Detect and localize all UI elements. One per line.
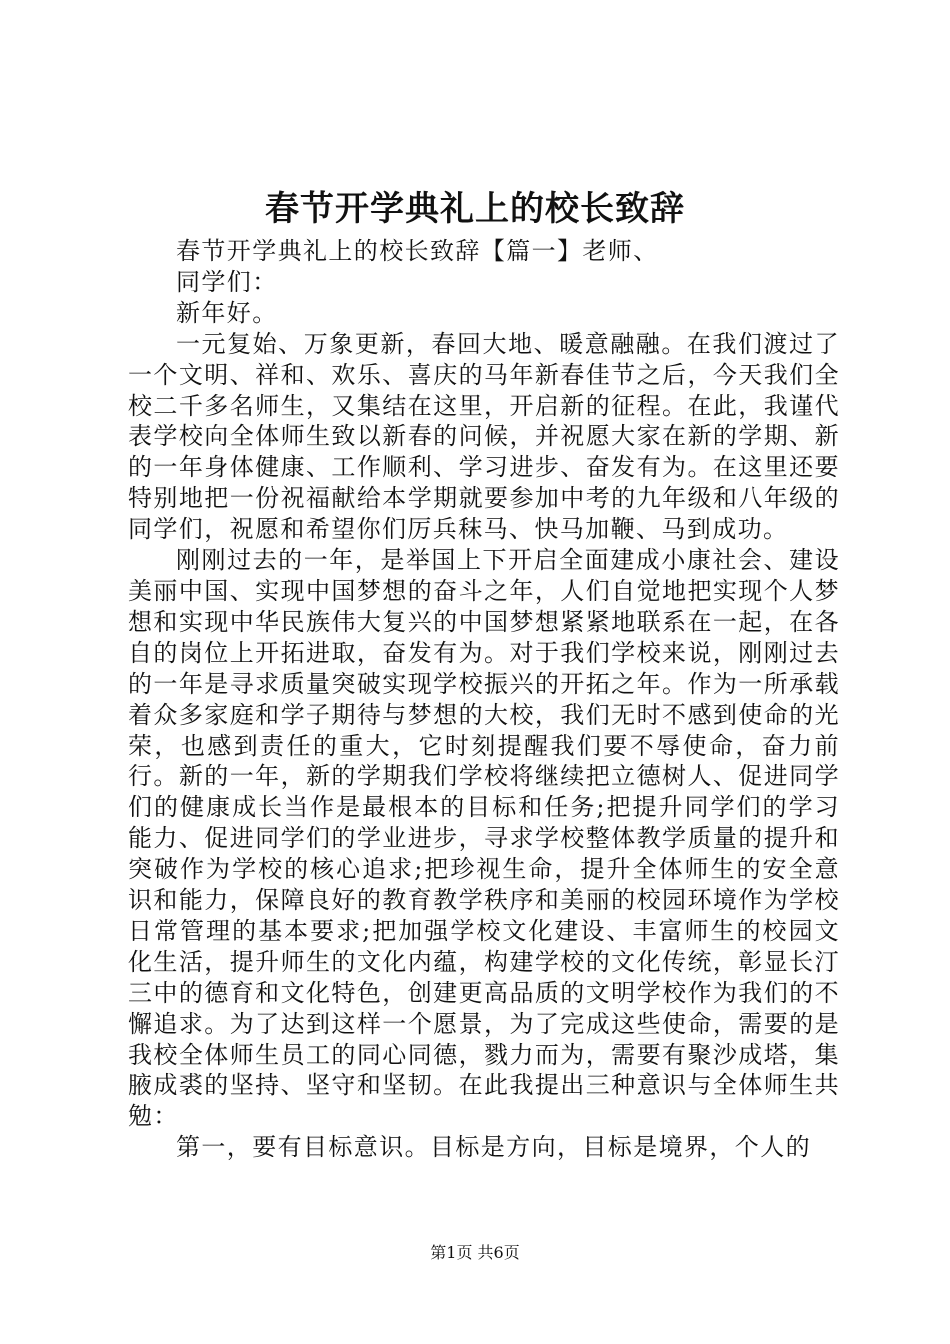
document-body bbox=[128, 236, 840, 1163]
paragraph-opening: 一元复始、万象更新，春回大地、暖意融融。在我们渡过了一个文明、祥和、欢乐、喜庆的马年新春佳节之后，今天我们全校二千多名师生，又集结在这里，开启新的征程。在此，我谨代表学校向全体师生致以新春的问候，并祝愿大家在新的学期、新的一年身体健康、工作顺利、学习进步、奋发有为。在这里还要特别地把一份祝福献给本学期就要参加中考的九年级和八年级的同学们，祝愿和希望你们厉兵秣马、快马加鞭、马到成功。 bbox=[128, 329, 840, 544]
document-title: 春节开学典礼上的校长致辞 bbox=[265, 189, 685, 229]
page-number-footer: 第1页 共6页 bbox=[430, 1243, 520, 1262]
paragraph-new-year: 新年好。 bbox=[176, 298, 278, 327]
paragraph-greeting-line-1: 春节开学典礼上的校长致辞【篇一】老师、 bbox=[176, 237, 659, 265]
paragraph-past-year: 刚刚过去的一年，是举国上下开启全面建成小康社会、建设美丽中国、实现中国梦想的奋斗之年，人们自觉地把实现个人梦想和实现中华民族伟大复兴的中国梦想紧紧地联系在一起，在各自的岗位上开拓进取，奋发有为。对于我们学校来说，刚刚过去的一年是寻求质量突破实现学校振兴的开拓之年。作为一所承载着众多家庭和学子期待与梦想的大校，我们无时不感到使命的光荣，也感到责任的重大，它时刻提醒我们要不辱使命，奋力前行。新的一年，新的学期我们学校将继续把立德树人、促进同学们的健康成长当作是最根本的目标和任务;把提升同学们的学习能力、促进同学们的学业进步，寻求学校整体教学质量的提升和突破作为学校的核心追求;把珍视生命，提升全体师生的安全意识和能力，保障良好的教育教学秩序和美丽的校园环境作为学校日常管理的基本要求;把加强学校文化建设、丰富师生的校园文化生活，提升师生的文化内蕴，构建学校的文化传统，彰显长汀三中的德育和文化特色，创建更高品质的文明学校作为我们的不懈追求。为了达到这样一个愿景，为了完成这些使命，需要的是我校全体师生员工的同心同德，戮力而为，需要有聚沙成塔，集腋成裘的坚持、坚守和坚韧。在此我提出三种意识与全体师生共勉： bbox=[128, 546, 840, 1131]
paragraph-greeting-line-2: 同学们： bbox=[176, 267, 278, 296]
paragraph-first-point: 第一，要有目标意识。目标是方向，目标是境界，个人的 bbox=[176, 1133, 811, 1162]
